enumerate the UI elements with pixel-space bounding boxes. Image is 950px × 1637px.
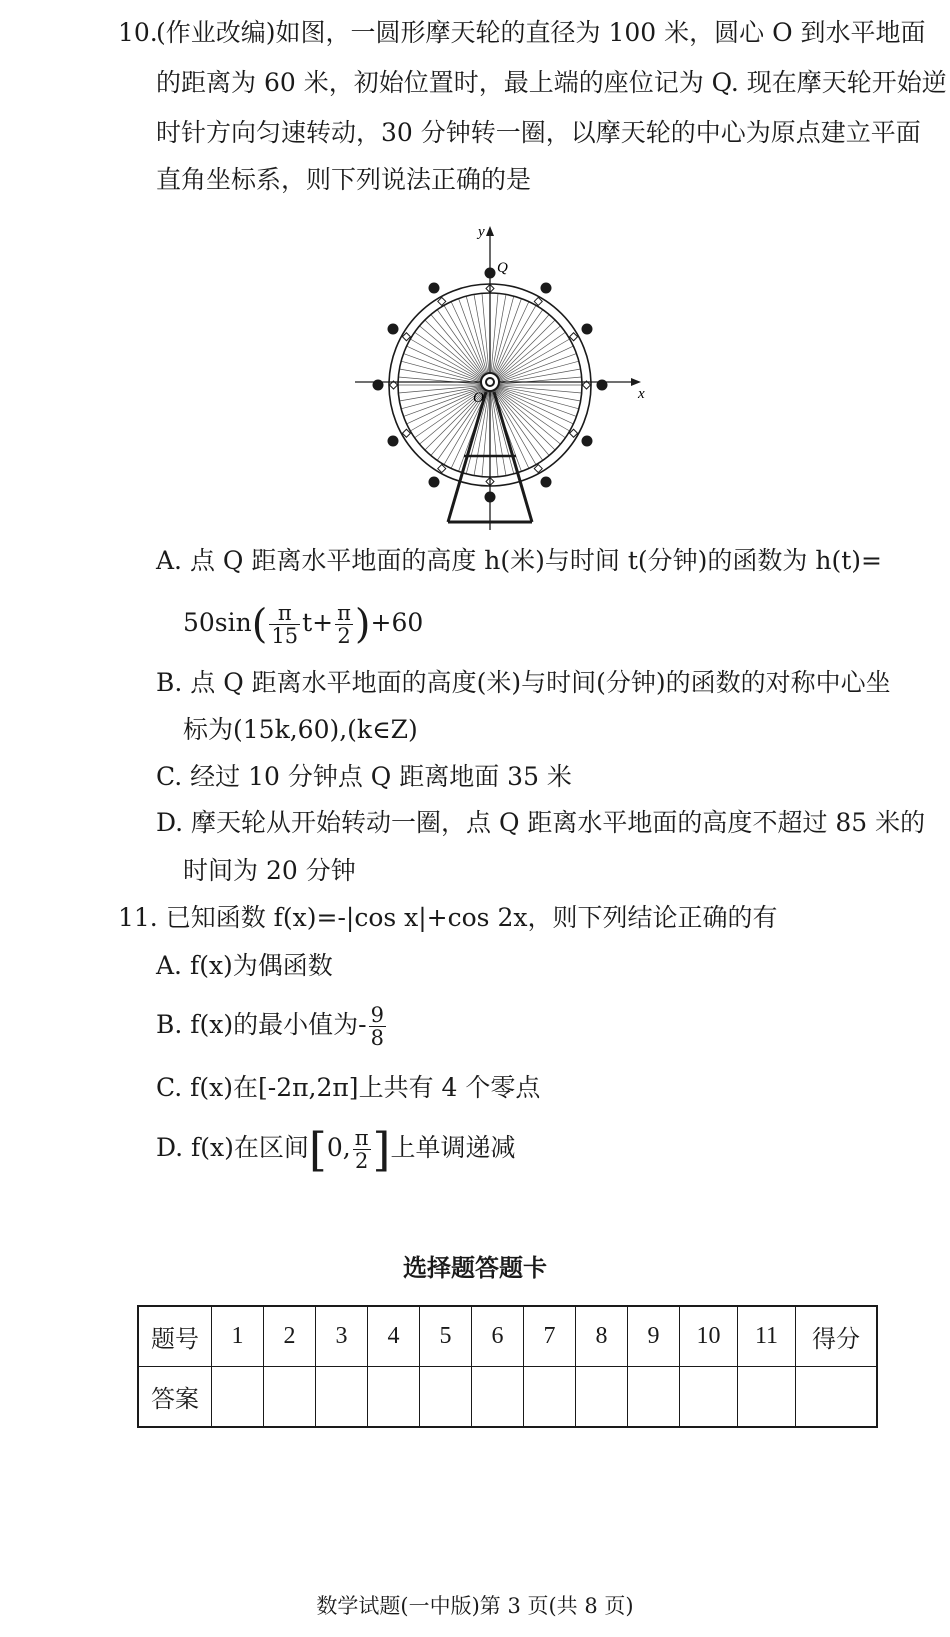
answer-cell-8[interactable] xyxy=(576,1367,628,1428)
answer-cell-10[interactable] xyxy=(680,1367,738,1428)
q11-option-d: D. f(x)在区间[0, $\frac{\pi}{2}$ ]上单调递减 xyxy=(156,1122,516,1177)
number-cell: 4 xyxy=(368,1306,420,1367)
answer-cell-2[interactable] xyxy=(264,1367,316,1428)
seat-dot xyxy=(373,380,384,391)
answer-cell-4[interactable] xyxy=(368,1367,420,1428)
q11-stem: 11. 已知函数 f(x)=-|cos x|+cos 2x，则下列结论正确的有 xyxy=(118,903,778,932)
q10-stem-line-2: 的距离为 60 米，初始位置时，最上端的座位记为 Q. 现在摩天轮开始逆 xyxy=(156,68,947,97)
answer-row xyxy=(138,1367,877,1428)
number-cell: 11 xyxy=(738,1306,796,1367)
q10-stem-line-3: 时针方向匀速转动，30 分钟转一圈，以摩天轮的中心为原点建立平面 xyxy=(156,118,921,147)
seat-dot xyxy=(581,436,592,447)
number-cell: 7 xyxy=(524,1306,576,1367)
q10-option-a-line-1: A. 点 Q 距离水平地面的高度 h(米)与时间 t(分钟)的函数为 h(t)= xyxy=(156,546,882,575)
q11-option-c: C. f(x)在[-2π,2π]上共有 4 个零点 xyxy=(156,1073,541,1102)
answer-card-title: 选择题答题卡 xyxy=(403,1254,547,1282)
y-axis-label: y xyxy=(478,224,485,240)
score-cell[interactable] xyxy=(796,1367,878,1428)
question-number-row xyxy=(138,1306,877,1367)
answer-cell-1[interactable] xyxy=(212,1367,264,1428)
ferris-wheel-figure xyxy=(355,220,655,545)
answer-cell-11[interactable] xyxy=(738,1367,796,1428)
number-cell: 1 xyxy=(212,1306,264,1367)
seat-dot xyxy=(429,283,440,294)
q-point-label: Q xyxy=(497,260,508,276)
q10-option-a-line-2: 50sin( $\frac{\pi}{15}$ t+ $\frac{\pi}{2}$ )+60 xyxy=(183,601,424,648)
number-cell: 2 xyxy=(264,1306,316,1367)
seat-dot xyxy=(541,476,552,487)
x-axis-label: x xyxy=(638,386,645,402)
origin-label: O xyxy=(473,390,484,406)
number-cell: 5 xyxy=(420,1306,472,1367)
seat-dot xyxy=(541,283,552,294)
seat-dot xyxy=(388,436,399,447)
q10-option-d-line-1: D. 摩天轮从开始转动一圈，点 Q 距离水平地面的高度不超过 85 米的 xyxy=(156,808,926,837)
q11-option-b: B. f(x)的最小值为- $\frac{9}{8}$ xyxy=(156,1003,384,1050)
answer-cell-5[interactable] xyxy=(420,1367,472,1428)
q10-number: 10. xyxy=(118,18,158,47)
q10-option-c: C. 经过 10 分钟点 Q 距离地面 35 米 xyxy=(156,762,572,791)
answer-card-table xyxy=(137,1305,878,1428)
number-cell: 6 xyxy=(472,1306,524,1367)
answer-cell-9[interactable] xyxy=(628,1367,680,1428)
score-header-cell: 得分 xyxy=(796,1306,878,1367)
answer-cell-7[interactable] xyxy=(524,1367,576,1428)
number-cell: 10 xyxy=(680,1306,738,1367)
q10-option-b-line-2: 标为(15k,60),(k∈Z) xyxy=(183,715,418,744)
seat-dot xyxy=(597,380,608,391)
answer-cell-6[interactable] xyxy=(472,1367,524,1428)
answer-cell-3[interactable] xyxy=(316,1367,368,1428)
q10-stem-line-4: 直角坐标系，则下列说法正确的是 xyxy=(156,165,532,194)
q10-stem-line-1: (作业改编)如图，一圆形摩天轮的直径为 100 米，圆心 O 到水平地面 xyxy=(156,18,926,47)
seat-dot xyxy=(429,476,440,487)
number-cell: 3 xyxy=(316,1306,368,1367)
q11-option-a: A. f(x)为偶函数 xyxy=(156,951,333,980)
q10-option-d-line-2: 时间为 20 分钟 xyxy=(183,856,356,885)
number-cell: 8 xyxy=(576,1306,628,1367)
seat-dot xyxy=(581,324,592,335)
answer-label-cell: 答案 xyxy=(138,1367,212,1428)
number-cell: 9 xyxy=(628,1306,680,1367)
q10-option-b-line-1: B. 点 Q 距离水平地面的高度(米)与时间(分钟)的函数的对称中心坐 xyxy=(156,668,891,697)
seat-dot xyxy=(388,324,399,335)
page-footer: 数学试题(一中版)第 3 页(共 8 页) xyxy=(316,1594,634,1618)
header-cell: 题号 xyxy=(138,1306,212,1367)
